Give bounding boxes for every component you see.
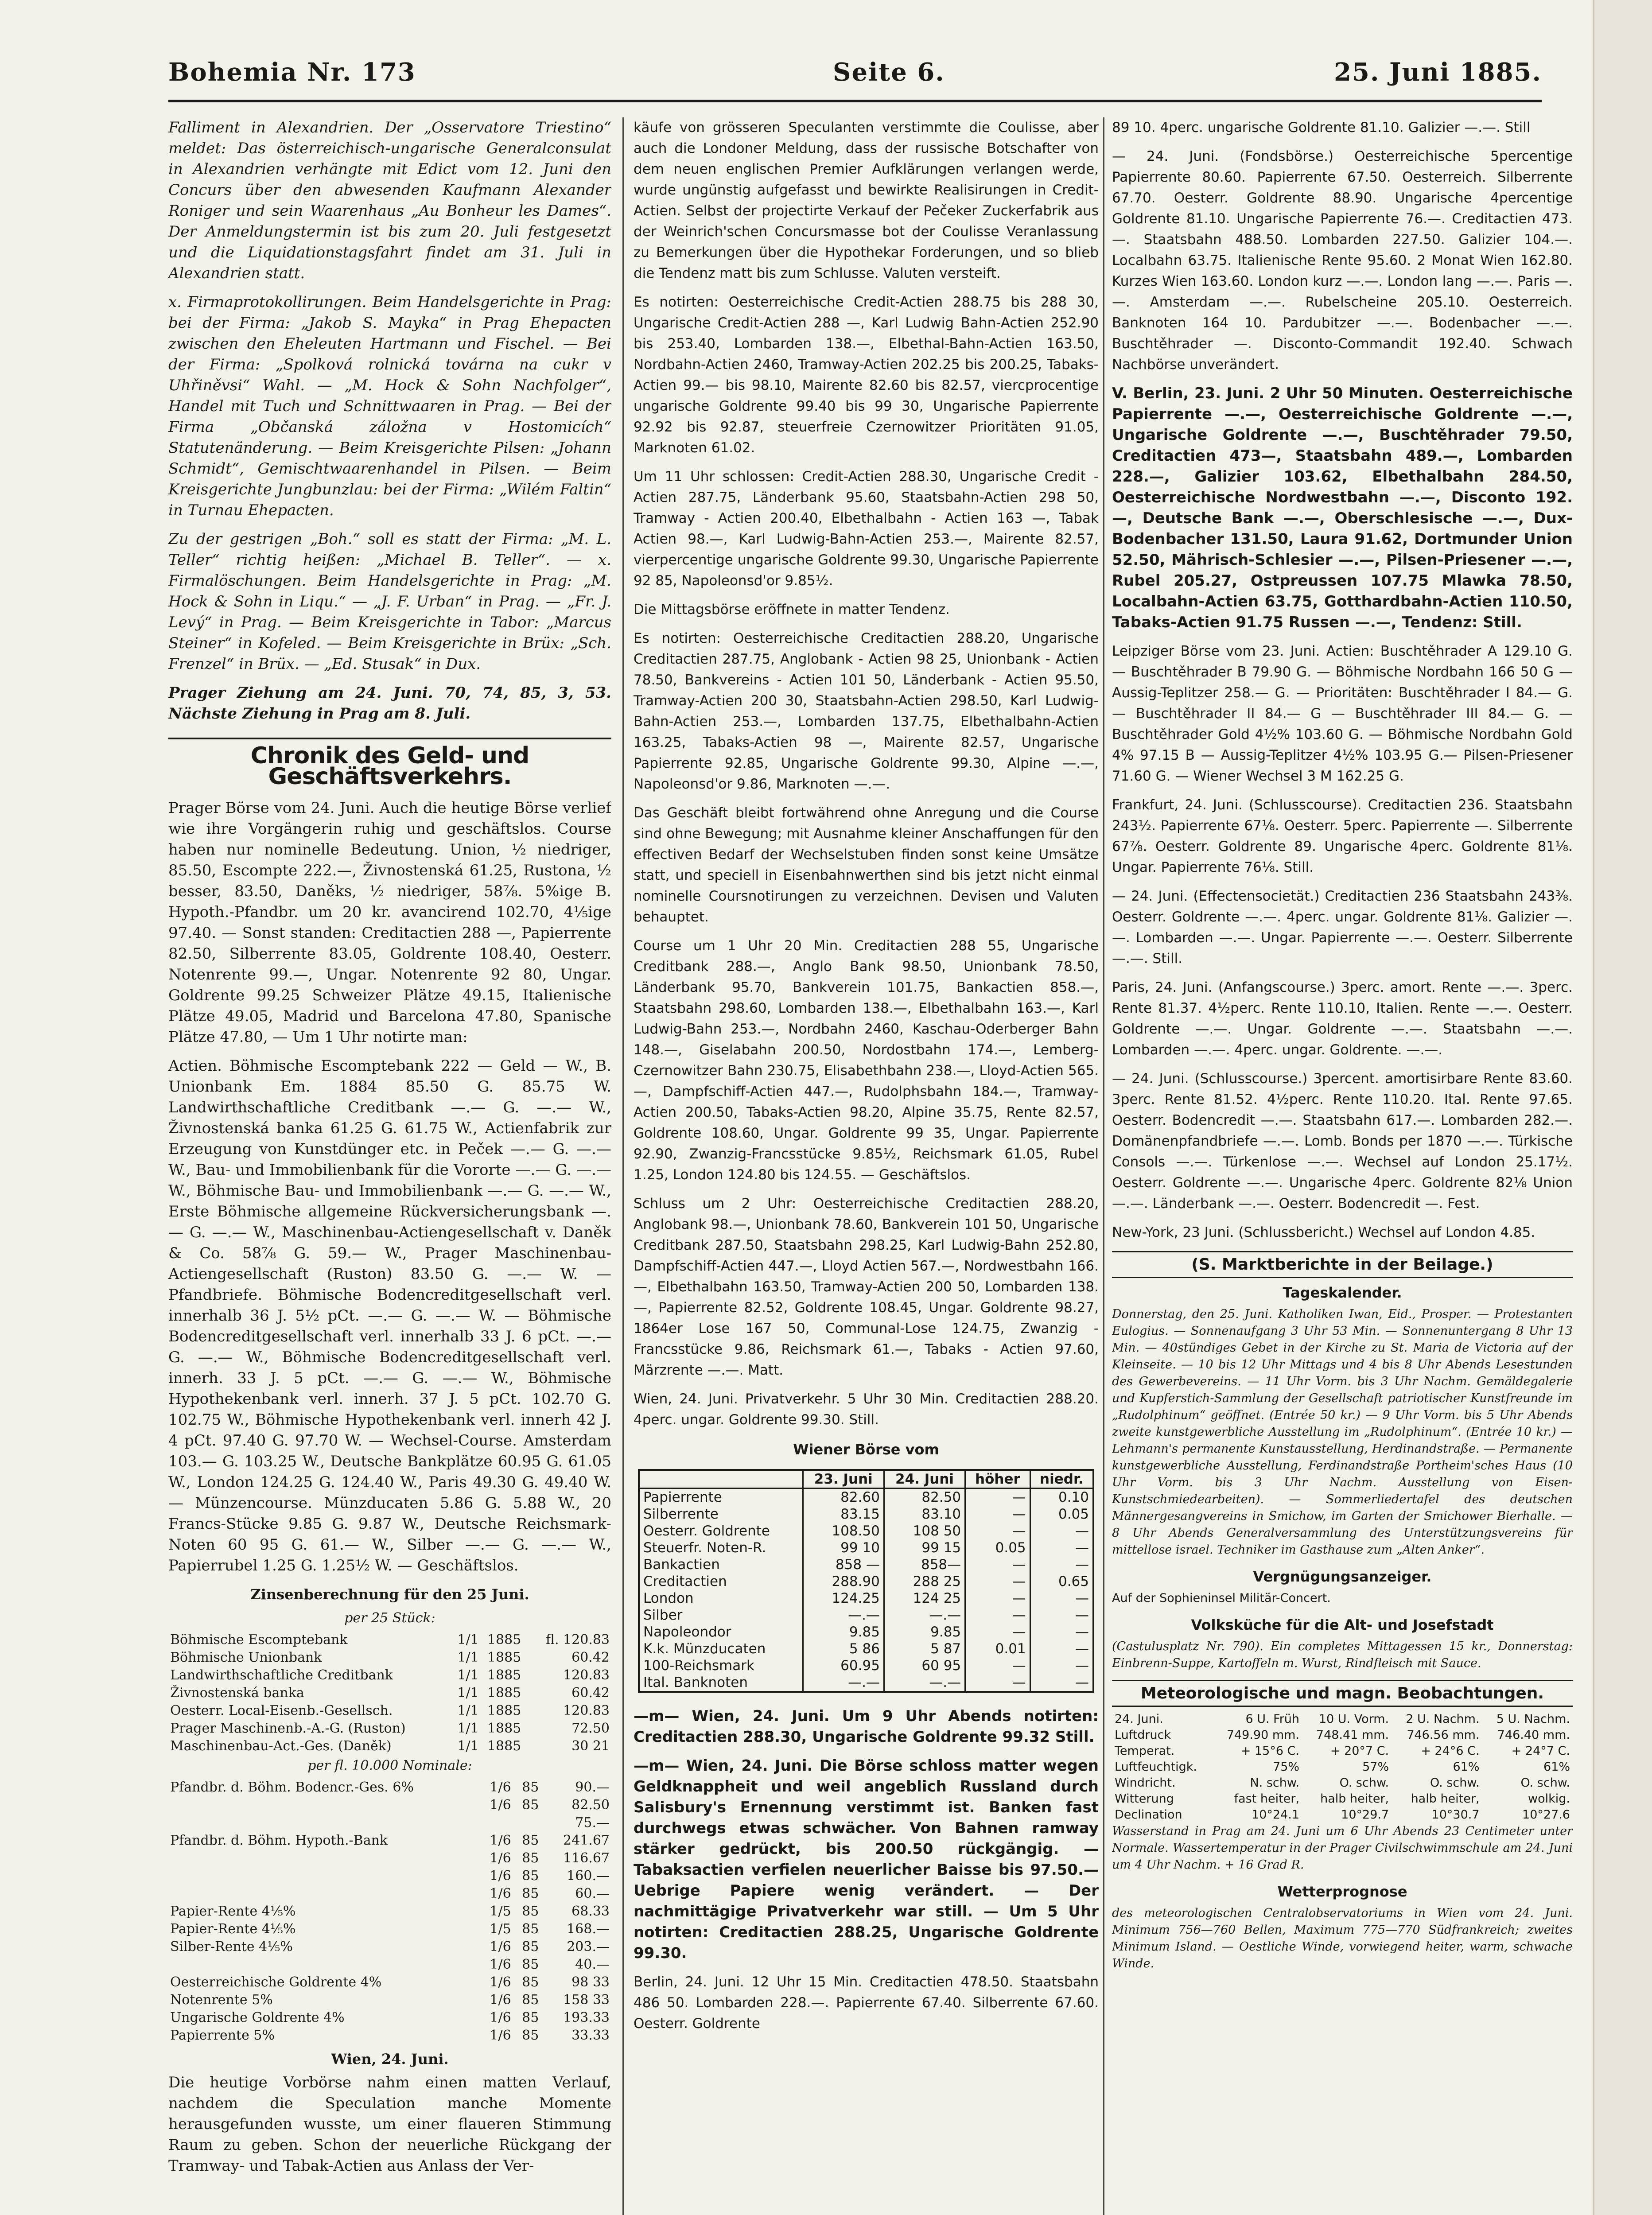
article-prager-ziehung: Prager Ziehung am 24. Juni. 70, 74, 85, 3, 53. Nächste Ziehung in Prag am 8. Juli. — [168, 684, 611, 723]
zinsen-row-cell: 85 — [522, 1992, 539, 2008]
zinsen-row — [168, 1920, 611, 1938]
vergnuegung-title: Vergnügungsanzeiger. — [1253, 1568, 1432, 1585]
zinsen-row-cell: Notenrente 5% — [170, 1992, 273, 2008]
zinsen-row-cell: Pfandbr. d. Böhm. Bodencr.-Ges. 6% — [170, 1780, 414, 1795]
meteo-row-cell: halb heiter, — [1320, 1792, 1389, 1806]
article-prager-boerse: Prager Börse vom 24. Juni. Auch die heutige Börse verlief wie ihre Vorgängerin ruhig und geschäftslos. Course haben nur nominelle Bedeutung. Union, ½ niedriger, 85.50, Escompte 222.—, Živnostenská 61.25, Rustona, ½ besser, 83.50, Daněks, ½ niedriger, 58⅞. 5%ige B. Hypoth.-Pfandbr. um 20 kr. avancirend 102.70, 4⅕ige 97.40. — Sonst standen: Creditactien 288 —, Papierrente 82.50, Silberrente 83.05, Goldrente 108.40, Oesterr. Notenrente 99.—, Ungar. Notenrente 92 80, Ungar. Goldrente 99.25 Schweizer Plätze 49.15, Italienische Plätze 49.05, Madrid und Barcelona 47.80, Spanische Plätze 47.80, — Um 1 Uhr notirte man: — [168, 799, 611, 1046]
zinsen-row-cell: 1/6 — [490, 1868, 511, 1884]
wien-table-row — [640, 1573, 1092, 1590]
wien-table-row-cell: — — [1030, 1590, 1092, 1607]
meteo-row-cell: fast heiter, — [1234, 1792, 1300, 1806]
zinsen-row-cell: 120.83 — [563, 1703, 610, 1718]
wien-table-row — [640, 1523, 1092, 1539]
zinsen-row — [168, 1720, 611, 1737]
article-new-york: New-York, 23 Juni. (Schlussbericht.) Wechsel auf London 4.85. — [1112, 1224, 1535, 1240]
zinsen-row-cell: 60.42 — [571, 1650, 610, 1665]
wien-table-row-cell: — — [965, 1488, 1030, 1506]
zinsen-row-cell: 85 — [522, 1939, 539, 1955]
header-rule — [168, 100, 1542, 102]
meteo-row-cell: 748.41 mm. — [1316, 1728, 1389, 1742]
wien-table-row-cell: 858— — [884, 1556, 965, 1573]
meteo-row — [1112, 1727, 1573, 1743]
zinsen-row-cell: 203.— — [567, 1939, 610, 1955]
zinsen-row-cell: 85 — [522, 1974, 539, 1990]
wien-table-header: 23. Juni — [803, 1471, 884, 1488]
meteo-row-cell: Temperat. — [1115, 1744, 1175, 1758]
zinsen-row-cell — [168, 1885, 488, 1903]
wien-table-row-cell: —.— — [884, 1607, 965, 1624]
zinsen-row-cell: 1/6 — [490, 1833, 511, 1848]
zinsen-row-cell: 1/6 — [490, 1797, 511, 1813]
zinsen-table-nominale — [168, 1779, 611, 2044]
meteo-row-cell: 6 U. Früh — [1245, 1712, 1300, 1726]
beilage-note: (S. Marktberichte in der Beilage.) — [1112, 1251, 1573, 1278]
prognose-title: Wetterprognose — [1277, 1883, 1407, 1900]
zinsen-row-cell: 30 21 — [571, 1738, 610, 1754]
zinsen-row-cell: 85 — [522, 1957, 539, 1972]
meteo-row-cell: Luftfeuchtigk. — [1115, 1760, 1197, 1774]
zinsen-row-cell: 1/6 — [490, 2028, 511, 2043]
article-berlin-cont: 89 10. 4perc. ungarische Goldrente 81.10. Galizier —.—. Still — [1112, 120, 1531, 136]
wiener-boerse-table-box — [638, 1469, 1094, 1693]
article-wien-schluss: —m— Wien, 24. Juni. Die Börse schloss matter wegen Geldknappheit und weil angeblich Russland durch Salisbury's Ernennung verstimmt ist. Banken fast durchwegs etwas schwächer. Von Bahnen ramway stärker gedrückt, bis 200.50 rückgängig. — Tabaksactien verfielen neuerlicher Baisse bis 97.50.— Uebrige Papiere wenig verändert. — Der nachmittägige Privatverkehr war still. — Um 5 Uhr notirten: Creditactien 288.25, Ungarische Goldrente 99.30. — [634, 1757, 1099, 1962]
zinsen-row — [168, 1779, 611, 1796]
zinsen-row-cell: Maschinenbau-Act.-Ges. (Daněk) — [170, 1738, 392, 1754]
meteo-row-cell: 24. Juni. — [1115, 1712, 1163, 1726]
meteo-title: Meteorologische und magn. Beobachtungen. — [1112, 1680, 1573, 1707]
wien-table-row-cell: 100-Reichsmark — [643, 1658, 754, 1674]
wien-table-row-cell: Silberrente — [643, 1506, 719, 1522]
zinsen-row-cell: 85 — [522, 2028, 539, 2043]
zinsen-row-cell: Prager Maschinenb.-A.-G. (Ruston) — [170, 1721, 406, 1736]
zinsen-row-cell: Papier-Rente 4⅕% — [170, 1904, 296, 1919]
meteo-row-cell: + 24°7 C. — [1511, 1744, 1570, 1758]
prognose-text: des meteorologischen Centralobservatoriums in Wien vom 24. Juni. Minimum 756—760 Bellen, Maximum 775—770 Südfrankreich; zweites Minimum Island. — Oestliche Winde, vorwiegend heiter, warm, schwache Winde. — [1112, 1906, 1573, 1970]
article-wien-11uhr: Um 11 Uhr schlossen: Credit-Actien 288.30, Ungarische Credit - Actien 287.75, Länderbank 95.60, Staatsbahn-Actien 298 50, Tramway - Actien 200.40, Elbethalbahn - Actien 163 —, Tabak Actien 98.—, Karl Ludwig-Bahn-Actien 253.—, Mairente 82.57, vierpercentige ungarische Goldrente 99.30, Ungarische Papierrente 92 85, Napoleonsd'or 9.85½. — [634, 469, 1099, 589]
zinsen-row-cell: 1/6 — [490, 1886, 511, 1901]
zinsen-row-cell: Papierrente 5% — [170, 2028, 275, 2043]
zinsen-subtitle: per 25 Stück: — [344, 1610, 435, 1626]
article-course-1uhr: Course um 1 Uhr 20 Min. Creditactien 288 55, Ungarische Creditbank 288.—, Anglo Bank 98.50, Unionbank 78.50, Länderbank 95.70, Bankverein 101.75, Bankactien 858.—, Staatsbahn 298.60, Lombarden 138.—, Elbethalbahn 163.—, Karl Ludwig-Bahn 253.—, Nordbahn 2460, Kaschau-Oderberger Bahn 148.—, Giselabahn 200.50, Nordostbahn 174.—, Lemberg-Czernowitzer Bahn 230.75, Elisabethbahn 238.—, Lloyd-Actien 565.—, Dampfschiff-Actien 447.—, Rudolphsbahn 184.—, Tramway-Actien 200.50, Tabaks-Actien 98.20, Alpine 35.75, Rente 82.57, Goldrente 108.60, Ungar. Goldrente 99 35, Ungar. Papierrente 92.90, Zwanzig-Francsstücke 9.85½, Reichsmark 61.05, Rubel 1.25, London 124.80 bis 124.55. — Geschäftslos. — [634, 938, 1099, 1183]
wien-table-row-cell: Napoleondor — [643, 1624, 731, 1640]
zinsen-row-cell: 33.33 — [571, 2028, 610, 2043]
zinsen-row-cell: 1/6 — [490, 2010, 511, 2025]
zinsen-row — [168, 1974, 611, 1991]
column-divider — [622, 117, 624, 2215]
wien-table-row-cell: 83.15 — [803, 1506, 884, 1523]
tageskalender-text: Donnerstag, den 25. Juni. Katholiken Iwan, Eid., Prosper. — Protestanten Eulogius. — Sonnenaufgang 3 Uhr 53 Min. — Sonnenuntergang 8 Uhr 13 Min. — 40stündiges Gebet in der Kirche zu St. Maria de Victoria auf der Kleinseite. — 10 bis 12 Uhr Mittags und 4 bis 8 Uhr Abends Lesestunden des Gewerbevereins. — 11 Uhr Vorm. bis 3 Uhr Nachm. Gemäldegalerie und Kupferstich-Sammlung der Gesellschaft patriotischer Kunstfreunde im „Rudolphinum“ geöffnet. (Entrée 50 kr.) — 9 Uhr Vorm. bis 5 Uhr Abends zweite kunstgewerbliche Ausstellung im „Rudolphinum“. (Entrée 10 kr.) — Lehmann's permanente Kunstausstellung, Herdinandstraße. — Permanente kunstgewerbliche Ausstellung, Ferdinandstraße Portheim'sches Haus (10 Uhr Vorm. bis 3 Uhr Nachm. Ausstellung von Eisen-Kunstschmiedearbeiten). — Sommerliedertafel des deutschen Männergesangvereins in Smichow, im Garten der Smichower Bierhalle. — 8 Uhr Abends Generalversammlung des Unterstützungsvereins für mittellose israel. Techniker im Gasthause zum „Alten Anker“. — [1112, 1307, 1573, 1557]
wien-table-row-cell: Papierrente — [643, 1489, 722, 1505]
meteo-text: Wasserstand in Prag am 24. Juni um 6 Uhr Abends 23 Centimeter unter Normale. Wassertemperatur in der Prager Civilschwimmschule am 24. Juni um 4 Uhr Nachm. + 16 Grad R. — [1112, 1824, 1573, 1872]
wien-table-row-cell: — — [1030, 1607, 1092, 1624]
meteo-row-cell: O. schw. — [1520, 1776, 1570, 1790]
wien-table-row-cell: 858 — — [803, 1556, 884, 1573]
meteo-row-cell: Declination — [1115, 1808, 1182, 1822]
zinsen-row — [168, 1667, 611, 1684]
zinsen-row-cell: 60.42 — [571, 1685, 610, 1701]
wien-table-row — [640, 1607, 1092, 1624]
zinsen-row-cell: 85 — [522, 1868, 539, 1884]
zinsen-row — [168, 1991, 611, 2009]
zinsen-row — [168, 1885, 611, 1903]
zinsen-row — [168, 1867, 611, 1885]
wien-table-row — [640, 1590, 1092, 1607]
zinsen-row-cell — [168, 1850, 488, 1867]
page-header — [168, 58, 1542, 111]
zinsen-row-cell: 1/1 — [457, 1685, 479, 1701]
wien-table-row-cell: 288.90 — [803, 1573, 884, 1590]
zinsen-row-cell: 1/6 — [490, 1992, 511, 2008]
wien-table-header: höher — [965, 1471, 1030, 1488]
zinsen-row-cell: 1/1 — [457, 1738, 479, 1754]
meteo-row — [1112, 1711, 1573, 1727]
wien-table-row-cell: — — [965, 1573, 1030, 1590]
wien-heading: Wien, 24. Juni. — [331, 2051, 449, 2067]
zinsen-row-cell: Pfandbr. d. Böhm. Hypoth.-Bank — [170, 1833, 388, 1848]
article-berlin-23: V. Berlin, 23. Juni. 2 Uhr 50 Minuten. Oesterreichische Papierrente —.—, Oesterreichische Goldrente —.—, Ungarische Goldrente —.—, Buschtěhrader 79.50, Creditactien 473—, Staatsbahn 489.—, Lombarden 228.—, Galizier 103.62, Elbethalbahn 284.50, Oesterreichische Nordwestbahn —.—, Disconto 192.—, Deutsche Bank —.—, Oberschlesische —.—, Dux-Bodenbacher 131.50, Laura 91.62, Dortmunder Union 52.50, Mährisch-Schlesier —.—, Pilsen-Priesener —.—, Rubel 205.27, Ostpreussen 107.75 Mlawka 78.50, Localbahn-Actien 63.75, Gotthardbahn-Actien 110.50, Tabaks-Actien 91.75 Russen —.—, Tendenz: Still. — [1112, 385, 1573, 631]
zinsen-row-cell — [168, 1814, 488, 1832]
zinsen-row — [168, 1684, 611, 1702]
zinsen-row-cell: 1885 — [487, 1721, 521, 1736]
zinsen-subtitle-nominale: per fl. 10.000 Nominale: — [307, 1758, 472, 1773]
wien-table-row-cell: Steuerfr. Noten-R. — [643, 1540, 766, 1556]
wien-table-row-cell: 124.25 — [803, 1590, 884, 1607]
meteo-row — [1112, 1791, 1573, 1807]
article-firmaprotokoll: x. Firmaprotokollirungen. Beim Handelsgerichte in Prag: bei der Firma: „Jakob S. Mayka“ in Prag Ehepacten zwischen den Eheleuten Hartmann und Fischel. — Bei der Firma: „Spolková rolnická továrna na cukr v Uhřiněvsi“ Wahl. — „M. Hock & Sohn Nachfolger“, Handel mit Tuch und Schnittwaaren in Prag. — Bei der Firma „Občanská záložna v Hostomicích“ Statutenänderung. — Beim Kreisgerichte Pilsen: „Johann Schmidt“, Gemischtwaarenhandel in Pilsen. — Beim Kreisgerichte Jungbunzlau: bei der Firma: „Wilém Faltin“ in Turnau Ehepacten. — [168, 293, 611, 519]
zinsen-row-cell — [168, 1867, 488, 1885]
zinsen-row — [168, 1938, 611, 1956]
meteo-row-cell: 10°24.1 — [1252, 1808, 1300, 1822]
wien-table-row-cell: 0.01 — [965, 1640, 1030, 1657]
zinsen-row-cell: Silber-Rente 4⅕% — [170, 1939, 293, 1955]
zinsen-row-cell: Böhmische Unionbank — [170, 1650, 322, 1665]
zinsen-row-cell: 116.67 — [563, 1850, 610, 1866]
wien-table-row — [640, 1539, 1092, 1556]
zinsen-row-cell: 68.33 — [571, 1904, 610, 1919]
meteo-row — [1112, 1759, 1573, 1775]
page-number: Seite 6. — [833, 58, 945, 87]
zinsen-row-cell: Papier-Rente 4⅕% — [170, 1921, 296, 1937]
meteo-row-cell: + 24°6 C. — [1421, 1744, 1480, 1758]
meteo-row-cell: Luftdruck — [1115, 1728, 1171, 1742]
zinsen-row-cell — [488, 1814, 520, 1832]
zinsen-row-cell: 160.— — [567, 1868, 610, 1884]
zinsen-row-cell — [168, 1796, 488, 1814]
zinsen-row-cell: 1/1 — [457, 1632, 479, 1648]
wiener-boerse-caption: Wiener Börse vom — [793, 1441, 939, 1458]
meteo-row — [1112, 1775, 1573, 1791]
meteo-row-cell: 749.90 mm. — [1226, 1728, 1300, 1742]
zinsen-row — [168, 2009, 611, 2027]
wien-table-row-cell: K.k. Münzducaten — [643, 1641, 766, 1657]
wien-table-row-cell: 60.95 — [803, 1657, 884, 1674]
zinsen-row-cell: Landwirthschaftliche Creditbank — [170, 1667, 393, 1683]
wien-table-row-cell: —.— — [803, 1607, 884, 1624]
zinsen-row-cell: 241.67 — [563, 1833, 610, 1848]
column-divider — [1103, 117, 1104, 2215]
wien-table-row-cell: Bankactien — [643, 1557, 720, 1573]
zinsen-table-stueck — [168, 1631, 611, 1755]
wien-table-row-cell: — — [965, 1523, 1030, 1539]
wien-table-row-cell: 99 15 — [884, 1539, 965, 1556]
zinsen-row-cell: 1885 — [487, 1632, 521, 1648]
wien-table-row-cell: 60 95 — [884, 1657, 965, 1674]
zinsen-row — [168, 1796, 611, 1814]
wien-table-row-cell: 82.50 — [884, 1488, 965, 1506]
wien-table-row-cell: 0.05 — [1030, 1506, 1092, 1523]
wien-table-row-cell: — — [1030, 1640, 1092, 1657]
article-effectensocietaet: — 24. Juni. (Effectensocietät.) Creditactien 236 Staatsbahn 243⅜. Oesterr. Goldrente —.—. 4perc. ungar. Goldrente 81⅛. Galizier —.—. Lombarden —.—. Ungar. Papierrente —.—. Oesterr. Silberrente —.—. Still. — [1112, 888, 1573, 967]
article-wien-abends: —m— Wien, 24. Juni. Um 9 Uhr Abends notirten: Creditactien 288.30, Ungarische Goldrente 99.32 Still. — [634, 1707, 1099, 1746]
wien-table-row-cell: 0.10 — [1030, 1488, 1092, 1506]
meteo-row-cell: 746.56 mm. — [1407, 1728, 1480, 1742]
article-geschaeft: Das Geschäft bleibt fortwährend ohne Anregung und die Course sind ohne Bewegung; mit Ausnahme kleiner Anschaffungen für den effectiven Bedarf der Wechselstuben finden sonst keine Umsätze statt, und speciell in Eisenbahnwerthen sind bis jetzt nicht einmal nominelle Coursnotirungen zu verzeichnen. Devisen und Valuten behauptet. — [634, 805, 1099, 925]
meteo-table — [1112, 1711, 1573, 1823]
wien-table-row-cell: Ital. Banknoten — [643, 1675, 748, 1690]
zinsen-row-cell: 1/1 — [457, 1667, 479, 1683]
wien-table-row-cell: Oesterr. Goldrente — [643, 1523, 770, 1539]
zinsen-row-cell — [520, 1814, 547, 1832]
wien-table-row-cell: — — [1030, 1539, 1092, 1556]
zinsen-row-cell: 1885 — [487, 1738, 521, 1754]
section-title-chronik: Chronik des Geld- und Geschäftsverkehrs. — [168, 738, 611, 787]
meteo-row-cell: + 20°7 C. — [1330, 1744, 1389, 1758]
meteo-row-cell: wolkig. — [1528, 1792, 1570, 1806]
meteo-row-cell: 61% — [1543, 1760, 1570, 1774]
zinsen-row-cell: 82.50 — [571, 1797, 610, 1813]
wien-table-row-cell: — — [1030, 1624, 1092, 1640]
zinsen-row-cell: 193.33 — [563, 2010, 610, 2025]
zinsen-row-cell: 1/6 — [490, 1939, 511, 1955]
zinsen-row-cell: 75.— — [575, 1815, 610, 1830]
zinsen-row-cell: 98 33 — [571, 1974, 610, 1990]
zinsen-row-cell: 158 33 — [563, 1992, 610, 2008]
zinsen-row-cell: Živnostenská banka — [170, 1685, 304, 1701]
meteo-row-cell: 10°27.6 — [1522, 1808, 1570, 1822]
meteo-row — [1112, 1743, 1573, 1759]
wien-table-row — [640, 1657, 1092, 1674]
article-mittag-notirten: Es notirten: Oesterreichische Creditactien 288.20, Ungarische Creditactien 287.75, Anglobank - Actien 98 25, Unionbank - Actien 78.50, Bankvereins - Actien 101 50, Länderbank - Actien 95.50, Tramway-Actien 200 30, Staatsbahn-Actien 298.50, Karl Ludwig-Bahn-Actien 253.—, Lombarden 137.75, Elbethalbahn-Actien 163.25, Tabaks-Actien 98 —, Mairente 82.57, Ungarische Papierrente 92.85, Ungarische Goldrente 99.30, Alpine —.—, Napoleonsd'or 9.86, Marknoten —.—. — [634, 630, 1099, 792]
zinsen-row-cell: 40.— — [575, 1957, 610, 1972]
meteo-row-cell: + 15°6 C. — [1240, 1744, 1300, 1758]
article-berlin: Berlin, 24. Juni. 12 Uhr 15 Min. Creditactien 478.50. Staatsbahn 486 50. Lombarden 228.—. Papierrente 67.40. Silberrente 67.60. Oesterr. Goldrente — [634, 1974, 1099, 2032]
wien-table-row-cell: — — [965, 1624, 1030, 1640]
masthead-left: Bohemia Nr. 173 — [168, 58, 416, 87]
column-1 — [168, 117, 611, 2215]
zinsen-row-cell: 1/1 — [457, 1650, 479, 1665]
meteo-row-cell: 5 U. Nachm. — [1496, 1712, 1570, 1726]
wien-table-row-cell: — — [1030, 1523, 1092, 1539]
wien-table-row-cell: 5 87 — [884, 1640, 965, 1657]
zinsen-row-cell: Ungarische Goldrente 4% — [170, 2010, 345, 2025]
wien-table-row — [640, 1488, 1092, 1506]
zinsen-row-cell: 1/6 — [490, 1957, 511, 1972]
meteo-row-cell: 61% — [1453, 1760, 1480, 1774]
wien-table-row-cell: 0.05 — [965, 1539, 1030, 1556]
wien-table-row-cell: — — [1030, 1674, 1092, 1691]
zinsen-row — [168, 1631, 611, 1649]
article-paris-schluss: — 24. Juni. (Schlusscourse.) 3percent. amortisirbare Rente 83.60. 3perc. Rente 81.52. 4½perc. Rente 110.20. Ital. Rente 97.65. Oesterr. Bodencredit —.—. Staatsbahn 617.—. Lombarden 282.—. Domänenpfandbriefe —.—. Lomb. Bonds per 1870 —.—. Türkische Consols —.—. Türkenlose —.—. Wechsel auf London 25.17½. Oesterr. Goldrente —.—. Ungarische 4perc. Goldrente 82⅛ Union —.—. Länderbank —.—. Oesterr. Bodencredit —. Fest. — [1112, 1071, 1573, 1212]
meteo-row-cell: 10 U. Vorm. — [1318, 1712, 1389, 1726]
zinsen-row-cell: 120.83 — [563, 1667, 610, 1683]
zinsen-row — [168, 1814, 611, 1832]
article-actien-course: Actien. Böhmische Escomptebank 222 — Geld — W., B. Unionbank Em. 1884 85.50 G. 85.75 W. Landwirthschaftliche Creditbank —.— G. —.— W., Živnostenská banka 61.25 G. 61.75 W., Actienfabrik zur Erzeugung von Kunstdünger etc. in Peček —.— G. —.— W., Bau- und Immobilienbank für die Vororte —.— G. —.— W., Böhmische Bau- und Immobilienbank —.— G. —.— W., Erste Böhmische allgemeine Rückversicherungsbank —.— G. —.— W., Maschinenbau-Actiengesellschaft v. Daněk & Co. 58⅞ G. 59.— W., Prager Maschinenbau-Actiengesellschaft (Ruston) 83.50 G. —.— W. — Pfandbriefe. Böhmische Bodencreditgesellschaft verl. innerhalb 36 J. 5½ pCt. —.— G. —.— W. — Böhmische Bodencreditgesellschaft verl. innerhalb 33 J. 6 pCt. —.— G. —.— W., Böhmische Bodencreditgesellschaft verl. innerh. 33 J. 5 pCt. —.— G. —.— W., Böhmische Hypothekenbank verl. innerh. 37 J. 5 pCt. 102.70 G. 102.75 W., Böhmische Hypothekenbank verl. innerh 42 J. 4 pCt. 97.40 G. 97.70 W. — Wechsel-Course. Amsterdam 103.— G. 103.25 W., Deutsche Bankplätze 60.95 G. 61.05 W., London 124.25 G. 124.40 W., Paris 49.30 G. 49.40 W. — Münzencourse. Münzducaten 5.86 G. 5.88 W., 20 Francs-Stücke 9.85 G. 9.87 W., Deutsche Reichsmark-Noten 60 95 G. 61.— W., Silber —.— G. —.— W., Papierrubel 1.25 G. 1.25½ W. — Geschäftslos. — [168, 1057, 611, 1574]
zinsen-row-cell: 85 — [522, 1797, 539, 1813]
zinsen-row-cell: Böhmische Escomptebank — [170, 1632, 348, 1648]
zinsen-row-cell: 1/6 — [490, 1974, 511, 1990]
article-paris-anfang: Paris, 24. Juni. (Anfangscourse.) 3perc. amort. Rente —.—. 3perc. Rente 81.37. 4½perc. Rente 110.10, Italien. Rente —.—. Oesterr. Goldrente —.—. Ungar. Goldrente —.—. Staatsbahn —.—. Lombarden —.—. 4perc. ungar. Goldrente. —.—. — [1112, 979, 1573, 1058]
article-fondsboerse: — 24. Juni. (Fondsbörse.) Oesterreichische 5percentige Papierrente 80.60. Papierrente 67.50. Oesterreich. Silberrente 67.70. Oesterr. Goldrente 88.90. Ungarische 4percentige Goldrente 81.10. Ungarische Papierrente 76.—. Creditactien 473.—. Staatsbahn 488.50. Lombarden 227.50. Galizier 104.—. Localbahn 63.75. Italienische Rente 95.60. 2 Monat Wien 162.80. Kurzes Wien 163.60. London kurz —.—. London lang —.—. Paris —.—. Amsterdam —.—. Rubelscheine 205.10. Oesterreich. Banknoten 164 10. Pardubitzer —.—. Bodenbacher —.—. Buschtěhrader —. Disconto-Commandit 192.40. Schwach Nachbörse unverändert. — [1112, 148, 1573, 373]
zinsen-row — [168, 1956, 611, 1974]
meteo-row-cell: 75% — [1273, 1760, 1300, 1774]
zinsen-row-cell: 1/6 — [490, 1850, 511, 1866]
meteo-row-cell: O. schw. — [1339, 1776, 1389, 1790]
wien-table-row-cell: — — [965, 1657, 1030, 1674]
zinsen-row-cell: Oesterreichische Goldrente 4% — [170, 1974, 382, 1990]
zinsen-row-cell: 85 — [522, 1904, 539, 1919]
article-frankfurt: Frankfurt, 24. Juni. (Schlusscourse). Creditactien 236. Staatsbahn 243½. Papierrente 67⅛. Oesterr. 5perc. Papierrente —. Silberrente 67⅞. Oesterr. Goldrente 89. Ungarische 4perc. Goldrente 81⅛. Ungar. Papierrente 76⅛. Still. — [1112, 797, 1573, 875]
zinsen-row-cell: 72.50 — [571, 1721, 610, 1736]
zinsen-row-cell: 1885 — [487, 1667, 521, 1683]
zinsen-row-cell: 1/5 — [490, 1921, 511, 1937]
wien-table-row-cell: 82.60 — [803, 1488, 884, 1506]
zinsen-row-cell: 1/1 — [457, 1703, 479, 1718]
wien-table-row-cell: 99 10 — [803, 1539, 884, 1556]
wien-table-row-cell: 83.10 — [884, 1506, 965, 1523]
zinsen-row-cell: 85 — [522, 1850, 539, 1866]
zinsen-row — [168, 1903, 611, 1920]
zinsen-row — [168, 1832, 611, 1850]
article-wien-notirten: Es notirten: Oesterreichische Credit-Actien 288.75 bis 288 30, Ungarische Credit-Actien 288 —, Karl Ludwig Bahn-Actien 252.90 bis 253.40, Lombarden 138.—, Elbethal-Bahn-Actien 163.50, Nordbahn-Actien 2460, Tramway-Actien 202.25 bis 200.25, Tabaks-Actien 99.— bis 98.10, Mairente 82.60 bis 82.57, viercprocentige ungarische Goldrente 99.40 bis 99 30, Ungarische Papierrente 92.92 bis 92.87, steuerfreie Czernowitzer Prioritäten 91.05, Marknoten 61.02. — [634, 294, 1099, 456]
wien-table-row-cell: 108 50 — [884, 1523, 965, 1539]
zinsen-row-cell: 168.— — [567, 1921, 610, 1937]
zinsen-row-cell: fl. 120.83 — [545, 1632, 610, 1648]
zinsen-row-cell: 1885 — [487, 1703, 521, 1718]
meteo-row-cell: 746.40 mm. — [1497, 1728, 1570, 1742]
zinsen-row-cell: 60.— — [575, 1886, 610, 1901]
zinsen-row-cell: 1/6 — [490, 1780, 511, 1795]
zinsen-row-cell — [168, 1956, 488, 1974]
issue-date: 25. Juni 1885. — [1334, 58, 1542, 87]
zinsen-row-cell: 85 — [522, 1921, 539, 1937]
vergnuegung-text: Auf der Sophieninsel Militär-Concert. — [1112, 1591, 1331, 1605]
wien-table-row-cell: — — [965, 1556, 1030, 1573]
wien-table-row-cell: 5 86 — [803, 1640, 884, 1657]
wien-table-row-cell: — — [1030, 1657, 1092, 1674]
wien-table-row-cell: Creditactien — [643, 1574, 727, 1589]
wien-table-row-cell: — — [1030, 1556, 1092, 1573]
meteo-row-cell: Windricht. — [1115, 1776, 1176, 1790]
zinsen-row-cell: 85 — [522, 1833, 539, 1848]
article-falliment: Falliment in Alexandrien. Der „Osservatore Triestino“ meldet: Das österreichisch-ungarische Generalconsulat in Alexandrien verhängte mit Edict vom 12. Juni den Concurs über den abwesenden Kaufmann Alexander Roniger und sein Waarenhaus „Au Bonheur les Dames“. Der Anmeldungstermin ist bis zum 20. Juli festgesetzt und die Liquidationstagsfahrt findet am 31. Juli in Alexandrien statt. — [168, 119, 611, 282]
zinsen-row-cell: Oesterr. Local-Eisenb.-Gesellsch. — [170, 1703, 393, 1718]
article-firmaloeschungen: Zu der gestrigen „Boh.“ soll es statt der Firma: „M. L. Teller“ richtig heißen: „Michael B. Teller“. — x. Firmalöschungen. Beim Handelsgerichte in Prag: „M. Hock & Sohn in Liqu.“ — „J. F. Urban“ in Prag. — „Fr. J. Levý“ in Prag. — Beim Kreisgerichte in Tabor: „Marcus Steiner“ in Kofeled. — Beim Kreisgerichte in Brüx: „Sch. Frenzel“ in Brüx. — „Ed. Stusak“ in Dux. — [168, 530, 611, 673]
page-binding-edge — [1593, 0, 1652, 2215]
zinsen-row-cell: 1/5 — [490, 1904, 511, 1919]
wien-table-row — [640, 1506, 1092, 1523]
article-privatverkehr: Wien, 24. Juni. Privatverkehr. 5 Uhr 30 Min. Creditactien 288.20. 4perc. ungar. Goldrente 99.30. Still. — [634, 1391, 1099, 1428]
meteo-row-cell: N. schw. — [1250, 1776, 1300, 1790]
column-2 — [634, 117, 1099, 2215]
wien-table-row-cell: Silber — [643, 1607, 683, 1623]
wien-table-row-cell: — — [965, 1674, 1030, 1691]
meteo-row-cell: 2 U. Nachm. — [1406, 1712, 1480, 1726]
wien-table-row-cell: — — [965, 1607, 1030, 1624]
wien-table-row — [640, 1640, 1092, 1657]
zinsen-row-cell: 1885 — [487, 1685, 521, 1701]
wien-table-row-cell: 0.65 — [1030, 1573, 1092, 1590]
article-schluss-2uhr: Schluss um 2 Uhr: Oesterreichische Creditactien 288.20, Anglobank 98.—, Unionbank 78.60, Bankverein 101 50, Ungarische Creditbank 287.50, Staatsbahn 298.25, Karl Ludwig-Bahn 252.80, Dampfschiff-Actien 447.—, Lloyd Actien 567.—, Nordwestbahn 166.—, Elbethalbahn 163.50, Tramway-Actien 200 50, Lombarden 138.—, Papierrente 82.52, Goldrente 108.45, Ungar. Goldrente 98.27, 1864er Lose 167 50, Communal-Lose 124.75, Zwanzig - Francsstücke 9.86, Reichsmark 61.—, Tabaks - Actien 97.60, Märzrente —.—. Matt. — [634, 1196, 1099, 1378]
tageskalender-title: Tageskalender. — [1283, 1284, 1402, 1301]
article-mittagsboerse: Die Mittagsbörse eröffnete in matter Tendenz. — [634, 602, 950, 618]
article-wien-cont: käufe von grösseren Speculanten verstimmte die Coulisse, aber auch die Londoner Meldung, dass der russische Botschafter von dem neuen englischen Premier Aufklärungen verlangen werde, wurde ungünstig aufgefasst und bewirkte Realisirungen in Credit-Actien. Selbst der projectirte Verkauf der Pečeker Zuckerfabrik aus der Weinrich'schen Concursmasse bot der Coulisse Veranlassung zu Bemerkungen über die Hypothekar Forderungen, und so blieb die Tendenz matt bis zum Schlusse. Valuten versteift. — [634, 120, 1099, 281]
zinsen-title: Zinsenberechnung für den 25 Juni. — [250, 1586, 529, 1603]
article-wien-vorboerse: Die heutige Vorbörse nahm einen matten Verlauf, nachdem die Speculation manche Momente herausgefunden wusste, um einer flaueren Stimmung Raum zu geben. Schon der neuerliche Rückgang der Tramway- und Tabak-Actien aus Anlass der Ver- — [168, 2074, 611, 2175]
volkskueche-title: Volksküche für die Alt- und Josefstadt — [1191, 1617, 1494, 1633]
zinsen-row — [168, 1850, 611, 1867]
wien-table-header: niedr. — [1030, 1471, 1092, 1488]
column-3 — [1112, 117, 1573, 2215]
wien-table-header: 24. Juni — [884, 1471, 965, 1488]
meteo-row-cell: halb heiter, — [1411, 1792, 1480, 1806]
wien-table-row-cell: 288 25 — [884, 1573, 965, 1590]
meteo-row — [1112, 1807, 1573, 1823]
wien-table-row — [640, 1624, 1092, 1640]
article-leipzig: Leipziger Börse vom 23. Juni. Actien: Buschtěhrader A 129.10 G. — Buschtěhrader B 79.90 G. — Böhmische Nordbahn 166 50 G — Aussig-Teplitzer 258.— G. — Prioritäten: Buschtěhrader I 84.— G. — Buschtěhrader II 84.— G — Buschtěhrader III 84.— G. — Buschtěhrader Gold 4½% 103.60 G. — Böhmische Nordbahn Gold 4% 97.15 B — Aussig-Teplitzer 4½% 103.95 G.— Pilsen-Priesener 71.60 G. — Wiener Wechsel 3 M 162.25 G. — [1112, 643, 1573, 784]
meteo-row-cell: O. schw. — [1430, 1776, 1480, 1790]
wien-table-row-cell: —.— — [884, 1674, 965, 1691]
wien-table-row — [640, 1556, 1092, 1573]
wien-table-row-cell: 9.85 — [803, 1624, 884, 1640]
meteo-row-cell: Witterung — [1115, 1792, 1174, 1806]
wien-table-row — [640, 1674, 1092, 1691]
zinsen-row — [168, 2027, 611, 2044]
wien-table-row-cell: 9.85 — [884, 1624, 965, 1640]
zinsen-row-cell: 1/1 — [457, 1721, 479, 1736]
meteo-row-cell: 10°30.7 — [1431, 1808, 1480, 1822]
meteo-row-cell: 10°29.7 — [1341, 1808, 1389, 1822]
meteo-row-cell: 57% — [1362, 1760, 1389, 1774]
wien-table-row-cell: — — [965, 1506, 1030, 1523]
zinsen-row — [168, 1737, 611, 1755]
zinsen-row-cell: 85 — [522, 2010, 539, 2025]
zinsen-row — [168, 1702, 611, 1720]
volkskueche-text: (Castulusplatz Nr. 790). Ein completes Mittagessen 15 kr., Donnerstag: Einbrenn-Suppe, Kartoffeln m. Wurst, Rindfleisch mit Sauce. — [1112, 1640, 1573, 1670]
wien-table-header — [640, 1471, 803, 1488]
wien-table-row-cell: 108.50 — [803, 1523, 884, 1539]
zinsen-row — [168, 1649, 611, 1667]
zinsen-row-cell: 1885 — [487, 1650, 521, 1665]
wien-table-row-cell: London — [643, 1590, 694, 1606]
wien-table-row-cell: — — [965, 1590, 1030, 1607]
wiener-boerse-table — [640, 1471, 1092, 1691]
zinsen-row-cell: 85 — [522, 1886, 539, 1901]
zinsen-row-cell: 85 — [522, 1780, 539, 1795]
wien-table-row-cell: —.— — [803, 1674, 884, 1691]
zinsen-row-cell: 90.— — [575, 1780, 610, 1795]
wien-table-row-cell: 124 25 — [884, 1590, 965, 1607]
